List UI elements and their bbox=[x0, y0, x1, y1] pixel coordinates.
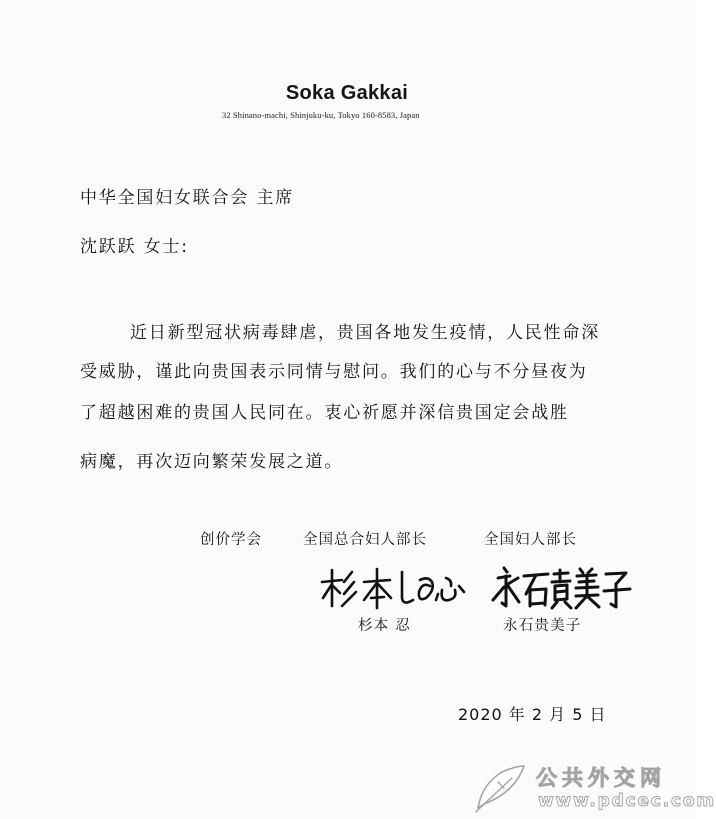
body-line-3: 了超越困难的贵国人民同在。衷心祈愿并深信贵国定会战胜 bbox=[80, 403, 569, 423]
body-line-4: 病魔，再次迈向繁荣发展之道。 bbox=[80, 452, 344, 472]
signature-organization: 创价学会 bbox=[200, 532, 262, 548]
addressee-title: 中华全国妇女联合会 主席 bbox=[80, 188, 295, 208]
signature-titles-row bbox=[0, 528, 694, 552]
printed-name-nagaishi: 永石贵美子 bbox=[503, 618, 582, 634]
watermark-url: www.pdcec.com bbox=[538, 791, 716, 811]
watermark-site-name: 公共外交网 bbox=[536, 766, 666, 790]
letterhead-organization: Soka Gakkai bbox=[285, 82, 409, 104]
handwritten-signature-nagaishi bbox=[488, 560, 638, 614]
letterhead-address: 32 Shinano-machi, Shinjuku-ku, Tokyo 160-8583, Japan bbox=[222, 110, 420, 120]
signature-title-national: 全国妇人部长 bbox=[484, 532, 577, 548]
body-line-2: 受威胁，谨此向贵国表示同情与慰问。我们的心与不分昼夜为 bbox=[80, 362, 588, 382]
body-line-1: 近日新型冠状病毒肆虐，贵国各地发生疫情，人民性命深 bbox=[130, 323, 600, 343]
addressee-name: 沈跃跃 女士: bbox=[80, 237, 189, 257]
quill-pen-logo-icon bbox=[472, 762, 528, 814]
handwritten-signature-sugimoto bbox=[318, 560, 468, 614]
letter-date: 2020 年 2 月 5 日 bbox=[458, 705, 607, 724]
watermark bbox=[472, 758, 716, 816]
printed-name-sugimoto: 杉本 忍 bbox=[358, 618, 411, 634]
signature-title-general: 全国总合妇人部长 bbox=[303, 532, 427, 548]
